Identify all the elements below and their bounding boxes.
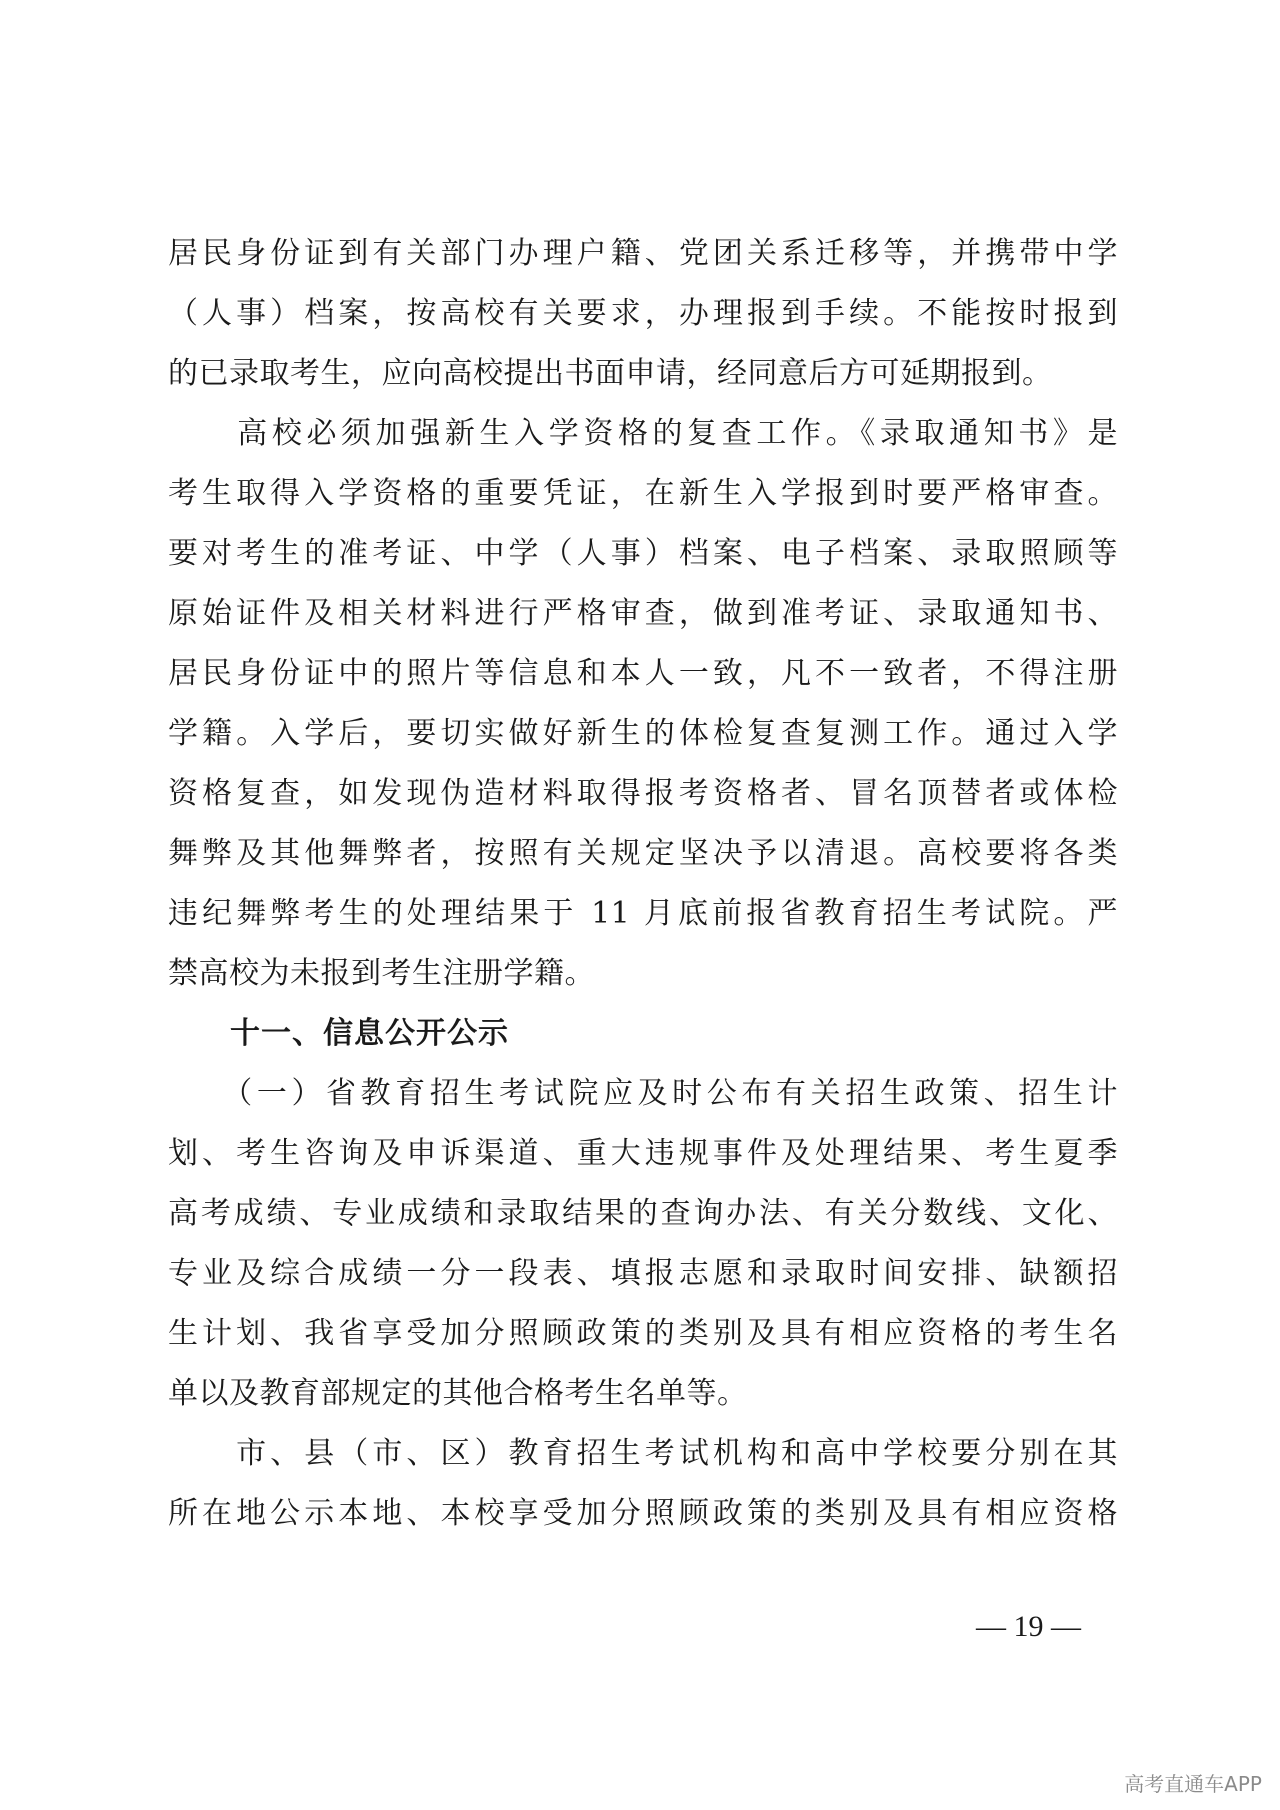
text-line: 禁高校为未报到考生注册学籍。 bbox=[168, 956, 595, 991]
text-line: 高考成绩、专业成绩和录取结果的查询办法、有关分数线、文化、 bbox=[168, 1196, 1118, 1231]
text-line: 舞弊及其他舞弊者，按照有关规定坚决予以清退。高校要将各类 bbox=[168, 836, 1118, 871]
text-line: 要对考生的准考证、中学（人事）档案、电子档案、录取照顾等 bbox=[168, 536, 1118, 571]
text-line: 的已录取考生，应向高校提出书面申请，经同意后方可延期报到。 bbox=[168, 356, 1053, 391]
text-line: 居民身份证到有关部门办理户籍、党团关系迁移等，并携带中学 bbox=[168, 236, 1118, 271]
text-line: 违纪舞弊考生的处理结果于 11 月底前报省教育招生考试院。严 bbox=[168, 896, 1118, 931]
body-text bbox=[168, 224, 1118, 1544]
page-number: — 19 — bbox=[976, 1610, 1081, 1643]
text-line: （一）省教育招生考试院应及时公布有关招生政策、招生计 bbox=[168, 1076, 1118, 1111]
text-line: 所在地公示本地、本校享受加分照顾政策的类别及具有相应资格 bbox=[168, 1496, 1118, 1531]
text-line: 原始证件及相关材料进行严格审查，做到准考证、录取通知书、 bbox=[168, 596, 1118, 631]
text-line: 生计划、我省享受加分照顾政策的类别及具有相应资格的考生名 bbox=[168, 1316, 1118, 1351]
text-line: 居民身份证中的照片等信息和本人一致，凡不一致者，不得注册 bbox=[168, 656, 1118, 691]
text-line: 市、县（市、区）教育招生考试机构和高中学校要分别在其 bbox=[168, 1436, 1118, 1471]
text-line: 学籍。入学后，要切实做好新生的体检复查复测工作。通过入学 bbox=[168, 716, 1118, 751]
text-line: 考生取得入学资格的重要凭证，在新生入学报到时要严格审查。 bbox=[168, 476, 1118, 511]
text-line: 专业及综合成绩一分一段表、填报志愿和录取时间安排、缺额招 bbox=[168, 1256, 1118, 1291]
text-line: 单以及教育部规定的其他合格考生名单等。 bbox=[168, 1376, 748, 1411]
app-watermark: 高考直通车APP bbox=[1124, 1772, 1262, 1796]
text-line: 高校必须加强新生入学资格的复查工作。《录取通知书》是 bbox=[168, 416, 1118, 451]
text-line: （人事）档案，按高校有关要求，办理报到手续。不能按时报到 bbox=[168, 296, 1118, 331]
section-heading: 十一、信息公开公示 bbox=[168, 1016, 509, 1051]
text-line: 划、考生咨询及申诉渠道、重大违规事件及处理结果、考生夏季 bbox=[168, 1136, 1118, 1171]
text-line: 资格复查，如发现伪造材料取得报考资格者、冒名顶替者或体检 bbox=[168, 776, 1118, 811]
